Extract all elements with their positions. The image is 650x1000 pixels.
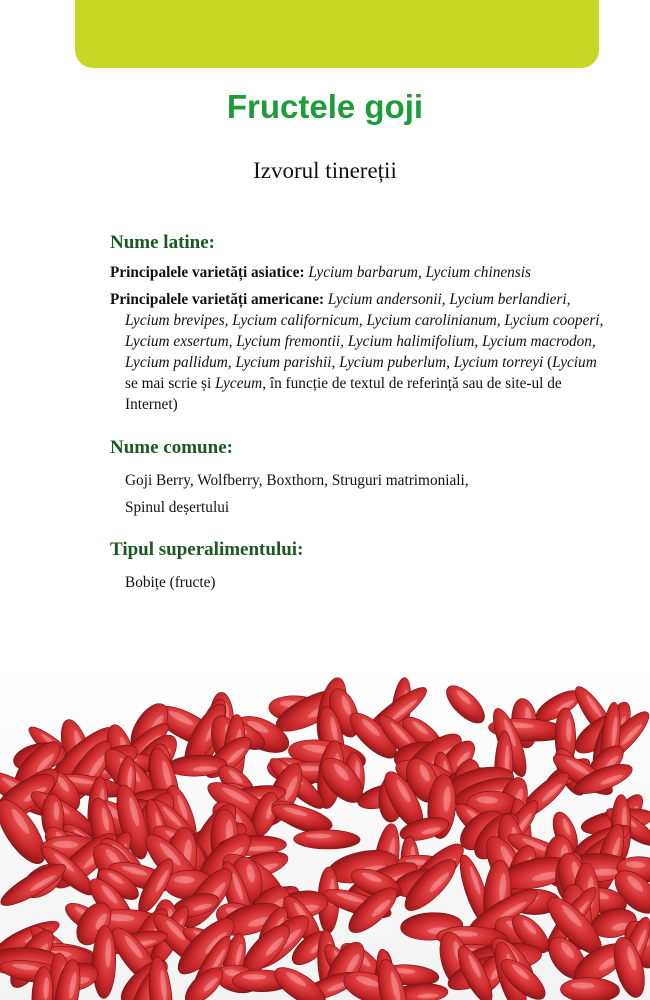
- american-varieties-label: Principalele varietăți americane:: [110, 291, 325, 308]
- content: [110, 232, 605, 596]
- superfood-type-value: Bobițe (fructe): [125, 574, 216, 591]
- note-lycium: Lycium: [552, 354, 597, 371]
- asian-varieties-label: Principalele varietăți asiatice:: [110, 264, 305, 281]
- common-names-line-1: Goji Berry, Wolfberry, Boxthorn, Struguri matrimoniali,: [125, 472, 469, 489]
- asian-varieties-text: Lycium barbarum, Lycium chinensis: [308, 264, 531, 281]
- american-varieties: [110, 289, 605, 415]
- superfood-type-heading: Tipul superalimentului:: [110, 539, 304, 560]
- note-lyceum: Lyceum: [215, 375, 263, 392]
- latin-names-heading: Nume latine:: [110, 232, 216, 253]
- common-names-heading: Nume comune:: [110, 437, 233, 458]
- page-subtitle: Izvorul tinereții: [253, 158, 397, 183]
- note-mid: se mai scrie și: [125, 375, 216, 392]
- goji-berries-image: [0, 660, 650, 1000]
- top-banner: [75, 0, 599, 68]
- common-names-line-2: Spinul deșertului: [125, 499, 230, 516]
- note-end: , în funcție de textul de referință sau de site-ul de Internet): [125, 375, 562, 413]
- asian-varieties: [110, 262, 605, 283]
- page-title: Fructele goji: [226, 88, 424, 125]
- american-varieties-text: Lycium andersonii, Lycium berlandieri, Lycium brevipes, Lycium californicum, Lycium carolinianum, Lycium cooperi, Lycium exsertum, Lycium fremontii, Lycium halimifolium, Lycium macrodon, Lycium pallidum, Lycium parishii, Lycium puberlum, Lycium torreyi: [125, 291, 604, 371]
- note-open: (: [543, 354, 553, 371]
